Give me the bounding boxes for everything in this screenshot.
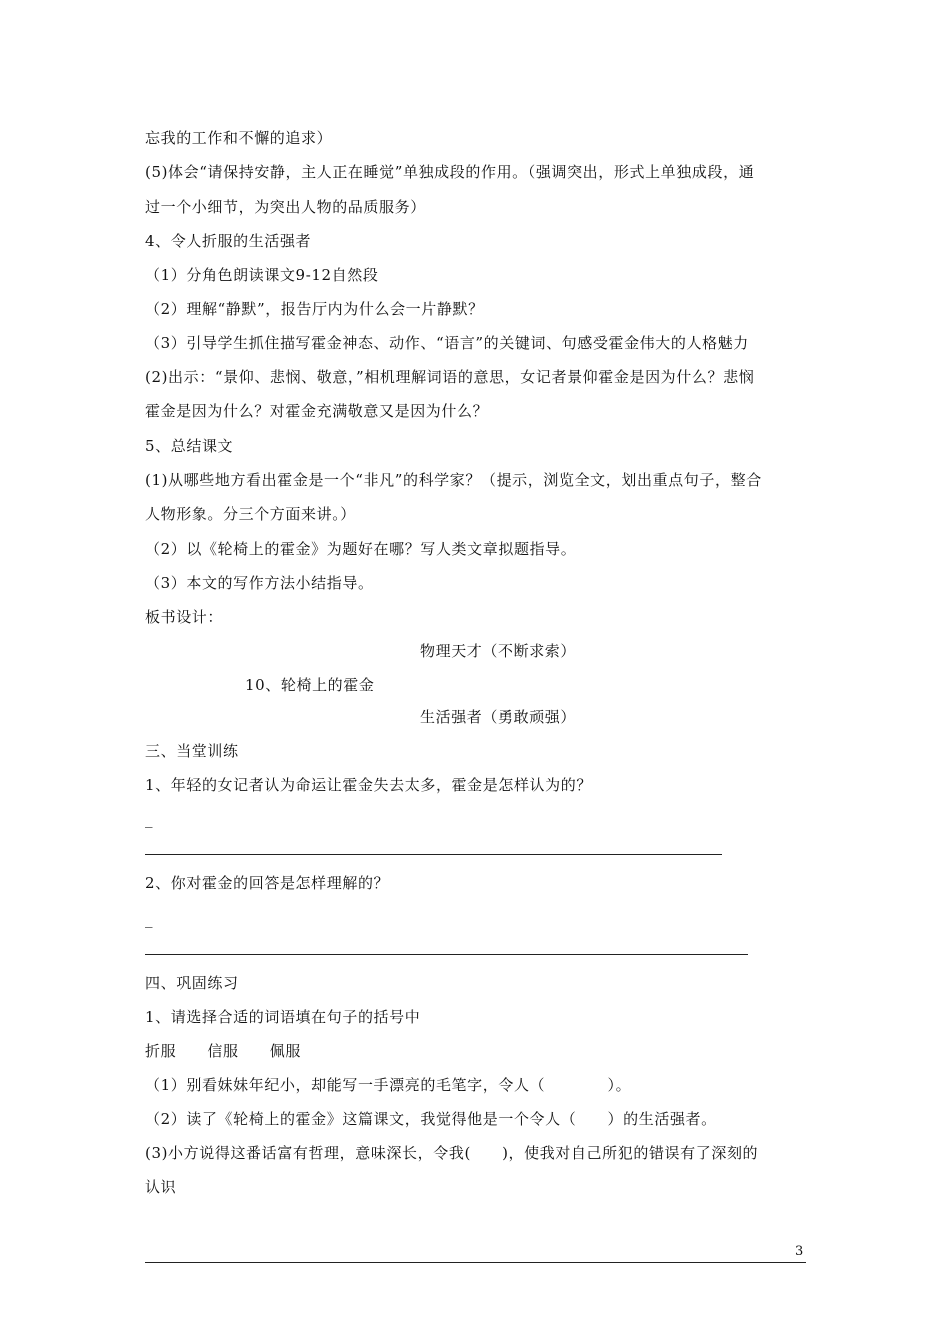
- section-heading-5: 5、总结课文: [145, 437, 234, 455]
- text-line-5: （1）分角色朗读课文9-12自然段: [145, 266, 379, 284]
- text-line-9: 霍金是因为什么？对霍金充满敬意又是因为什么？: [145, 402, 489, 420]
- board-item-life: 生活强者（勇敢顽强）: [420, 708, 577, 726]
- text-line-6: （2）理解“静默”，报告厅内为什么会一片静默？: [145, 300, 484, 318]
- text-line-8: (2)出示：“景仰、悲悯、敬意，”相机理解词语的意思，女记者景仰霍金是因为什么？悲悯: [145, 368, 755, 386]
- board-design-label: 板书设计：: [145, 608, 224, 626]
- question-1: 1、年轻的女记者认为命运让霍金失去太多，霍金是怎样认为的？: [145, 776, 592, 794]
- section-heading-practice: 三、当堂训练: [145, 742, 239, 760]
- exercise-instruction: 1、请选择合适的词语填在句子的括号中: [145, 1008, 421, 1026]
- answer-line-1[interactable]: [145, 854, 722, 855]
- exercise-sentence-1: （1）别看妹妹年纪小，却能写一手漂亮的毛笔字，令人（ ）。: [145, 1076, 632, 1094]
- section-heading-consolidate: 四、巩固练习: [145, 974, 239, 992]
- section-heading-4: 4、令人折服的生活强者: [145, 232, 312, 250]
- exercise-sentence-2: （2）读了《轮椅上的霍金》这篇课文，我觉得他是一个令人（ ）的生活强者。: [145, 1110, 717, 1128]
- answer-line-2[interactable]: [145, 954, 748, 955]
- text-line-1: 忘我的工作和不懈的追求）: [145, 129, 333, 147]
- word-options: 折服 信服 佩服: [145, 1042, 302, 1060]
- text-line-11: (1)从哪些地方看出霍金是一个“非凡”的科学家？（提示，浏览全文，划出重点句子，整合: [145, 471, 762, 489]
- page-number: 3: [795, 1244, 804, 1259]
- board-title: 10、轮椅上的霍金: [245, 676, 375, 694]
- text-line-14: （3）本文的写作方法小结指导。: [145, 574, 374, 592]
- text-line-2: (5)体会“请保持安静，主人正在睡觉”单独成段的作用。（强调突出，形式上单独成段，通: [145, 163, 755, 181]
- question-2: 2、你对霍金的回答是怎样理解的？: [145, 874, 390, 892]
- answer-mark-2: _: [145, 910, 154, 928]
- text-line-13: （2）以《轮椅上的霍金》为题好在哪？写人类文章拟题指导。: [145, 540, 577, 558]
- board-item-physics: 物理天才（不断求索）: [420, 642, 577, 660]
- exercise-sentence-3: (3)小方说得这番话富有哲理，意味深长，令我( )，使我对自己所犯的错误有了深刻的: [145, 1144, 759, 1162]
- text-line-3: 过一个小细节，为突出人物的品质服务）: [145, 198, 426, 216]
- exercise-sentence-3-cont: 认识: [145, 1178, 177, 1196]
- answer-mark-1: _: [145, 810, 154, 828]
- footer-rule: [145, 1262, 806, 1263]
- text-line-7: （3）引导学生抓住描写霍金神态、动作、“语言”的关键词、句感受霍金伟大的人格魅力: [145, 334, 749, 352]
- text-line-12: 人物形象。分三个方面来讲。）: [145, 505, 356, 523]
